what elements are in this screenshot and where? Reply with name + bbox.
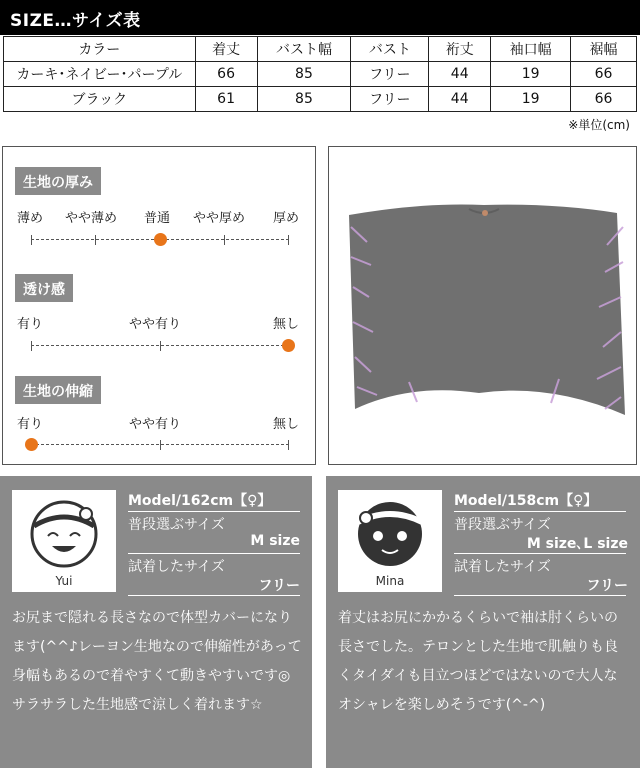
table-cell: フリー: [351, 62, 429, 87]
table-cell: 66: [571, 62, 637, 87]
scale-option: やや有り: [129, 417, 182, 432]
table-cell: 19: [491, 87, 571, 112]
usual-size-label: 普段選ぶサイズ: [454, 517, 551, 533]
scale-option: やや有り: [129, 317, 182, 332]
divider: [454, 595, 626, 596]
column-header: 裾幅: [571, 37, 637, 62]
thickness-indicator: [154, 233, 167, 246]
column-header: 着丈: [195, 37, 257, 62]
table-cell: 66: [571, 87, 637, 112]
thickness-scale: [31, 239, 289, 240]
column-header: 袖口幅: [491, 37, 571, 62]
tried-size-value: フリー: [258, 578, 300, 594]
product-photo: [328, 146, 637, 465]
divider: [454, 511, 626, 512]
stretch-indicator: [25, 438, 38, 451]
avatar: [338, 490, 442, 592]
transparency-indicator: [282, 339, 295, 352]
transparency-scale: [31, 345, 289, 346]
divider: [128, 595, 300, 596]
scale-option: 普通: [144, 211, 171, 226]
scale-option: やや厚め: [193, 211, 246, 226]
column-header: 裄丈: [429, 37, 491, 62]
scale-option: 無し: [273, 317, 300, 332]
divider: [454, 553, 626, 554]
scale-option: 有り: [17, 417, 44, 432]
size-table: [3, 36, 637, 112]
transparency-label: 透け感: [15, 274, 73, 302]
model-panel-yui: [0, 476, 312, 768]
table-row: [4, 62, 637, 87]
usual-size-value: M size､L size: [526, 536, 628, 552]
tried-size-label: 試着したサイズ: [454, 559, 551, 575]
table-header-row: [4, 37, 637, 62]
divider: [128, 511, 300, 512]
header-bar: [0, 0, 640, 35]
table-cell: 85: [257, 87, 351, 112]
stretch-label: 生地の伸縮: [15, 376, 101, 404]
table-cell: フリー: [351, 87, 429, 112]
usual-size-label: 普段選ぶサイズ: [128, 517, 225, 533]
scale-option: 厚め: [273, 211, 300, 226]
model-info: Model/162cm【♀】: [128, 493, 272, 509]
smiley-face-icon: [12, 490, 116, 574]
table-cell: 44: [429, 62, 491, 87]
table-cell: 44: [429, 87, 491, 112]
model-name: Mina: [375, 574, 405, 588]
page-title: SIZE…サイズ表: [10, 11, 141, 31]
table-cell: カーキ･ネイビー･パープル: [4, 62, 196, 87]
stretch-scale: [31, 444, 289, 445]
unit-note: ※単位(cm): [568, 118, 630, 132]
model-comment: 着丈はお尻にかかるくらいで袖は肘くらいの長さでした。テロンとした生地で肌触りも良くタイダイも目立つほどではないので大人なオシャレを楽しめそうです(^-^): [338, 610, 618, 713]
thickness-label: 生地の厚み: [15, 167, 101, 195]
model-name: Yui: [55, 574, 73, 588]
table-cell: ブラック: [4, 87, 196, 112]
tried-size-value: フリー: [586, 578, 628, 594]
usual-size-value: M size: [250, 533, 300, 549]
scale-option: やや薄め: [65, 211, 118, 226]
table-cell: 66: [195, 62, 257, 87]
model-panel-mina: [326, 476, 640, 768]
scale-option: 無し: [273, 417, 300, 432]
model-info: Model/158cm【♀】: [454, 493, 598, 509]
column-header: バスト幅: [257, 37, 351, 62]
divider: [128, 553, 300, 554]
garment-image: [329, 147, 636, 464]
table-cell: 85: [257, 62, 351, 87]
fabric-panel: [2, 146, 316, 465]
table-cell: 61: [195, 87, 257, 112]
table-cell: 19: [491, 62, 571, 87]
face-icon: [338, 490, 442, 574]
table-row: [4, 87, 637, 112]
column-header: カラー: [4, 37, 196, 62]
model-comment: お尻まで隠れる長さなので体型カバーになります(^^♪レーヨン生地なので伸縮性があって身幅もあるので着やすくて動きやすいです◎サラサラした生地感で涼しく着れます☆: [12, 610, 302, 713]
avatar: [12, 490, 116, 592]
column-header: バスト: [351, 37, 429, 62]
tried-size-label: 試着したサイズ: [128, 559, 225, 575]
scale-option: 薄め: [17, 211, 44, 226]
scale-option: 有り: [17, 317, 44, 332]
